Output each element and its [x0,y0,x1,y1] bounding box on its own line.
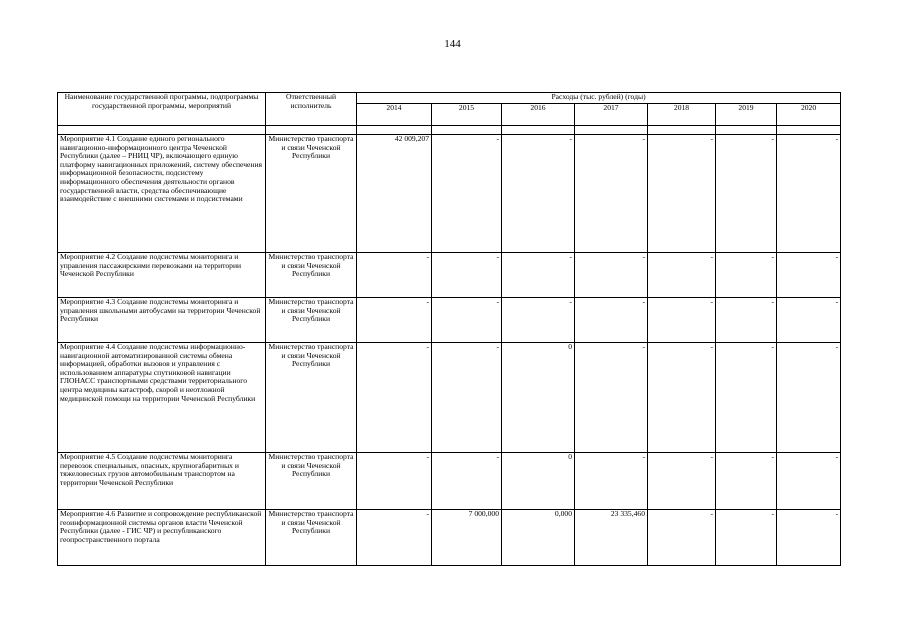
expense-value: 7 000,000 [432,510,502,566]
expense-value: - [648,135,716,253]
expense-value: - [648,453,716,510]
column-number [357,126,432,135]
expense-value: - [575,253,648,298]
responsible-executor: Министерство транспорта и связи Чеченской Республики [266,510,357,566]
responsible-executor: Министерство транспорта и связи Чеченской Республики [266,135,357,253]
expense-value: 0,000 [502,510,575,566]
expense-value: 42 009,207 [357,135,432,253]
expense-value: - [777,510,841,566]
table-row [58,453,841,510]
expense-value: - [648,510,716,566]
expense-value: - [716,453,777,510]
column-number [648,126,716,135]
activity-name: Мероприятие 4.6 Развитие и сопровождение республиканской геоинформационной системы органов власти Чеченской Республики (далее - ГИС ЧР) и республиканского геопространственного портала [58,510,266,566]
expense-value: - [357,453,432,510]
header-year: 2018 [648,104,716,126]
column-number [716,126,777,135]
header-year: 2017 [575,104,648,126]
expense-value: - [502,298,575,343]
expense-value: 0 [502,343,575,453]
header-year: 2014 [357,104,432,126]
responsible-executor: Министерство транспорта и связи Чеченской Республики [266,453,357,510]
expense-value: - [716,343,777,453]
column-number [777,126,841,135]
expense-value: - [648,343,716,453]
expense-value: - [432,135,502,253]
column-number [58,126,266,135]
table-row [58,253,841,298]
column-number [266,126,357,135]
expense-value: - [777,253,841,298]
header-expenses: Расходы (тыс. рублей) (годы) [357,93,841,104]
header-year: 2020 [777,104,841,126]
expense-value: - [432,453,502,510]
expense-value: - [432,298,502,343]
expense-value: - [357,510,432,566]
expense-value: - [716,510,777,566]
expense-value: - [432,253,502,298]
expense-value: - [648,298,716,343]
expense-value: - [575,298,648,343]
expense-value: - [777,298,841,343]
table-body [58,135,841,566]
page-number: 144 [444,38,461,50]
column-number [502,126,575,135]
expense-value: - [502,253,575,298]
column-number-row [58,126,841,135]
responsible-executor: Министерство транспорта и связи Чеченской Республики [266,253,357,298]
column-number [575,126,648,135]
responsible-executor: Министерство транспорта и связи Чеченской Республики [266,343,357,453]
expense-value: - [777,453,841,510]
table-row [58,135,841,253]
expense-value: - [716,135,777,253]
expense-value: - [716,298,777,343]
expense-value: - [575,135,648,253]
table-row [58,298,841,343]
header-year: 2016 [502,104,575,126]
column-number [432,126,502,135]
responsible-executor: Министерство транспорта и связи Чеченской Республики [266,298,357,343]
activity-name: Мероприятие 4.2 Создание подсистемы мониторинга и управления пассажирскими перевозками на территории Чеченской Республики [58,253,266,298]
activity-name: Мероприятие 4.5 Создание подсистемы мониторинга перевозок специальных, опасных, крупногабаритных и тяжеловесных грузов автомобильным транспортом на территории Чеченской Республики [58,453,266,510]
activity-name: Мероприятие 4.3 Создание подсистемы мониторинга и управления школьными автобусами на территории Чеченской Республики [58,298,266,343]
budget-table [57,92,841,566]
header-year: 2015 [432,104,502,126]
expense-value: - [357,298,432,343]
expense-value: - [648,253,716,298]
activity-name: Мероприятие 4.4 Создание подсистемы информационно-навигационной автоматизированной системы обмена информацией, обработки вызовов и управления с использованием аппаратуры спутниковой навигации ГЛОНАСС транспортными средствами территориального центра медицины катастроф, скорой и неотложной медицинской помощи на территории Чеченской Республики [58,343,266,453]
expense-value: - [777,135,841,253]
expense-value: 0 [502,453,575,510]
expense-value: - [575,343,648,453]
table-row [58,343,841,453]
expense-value: - [432,343,502,453]
header-year: 2019 [716,104,777,126]
header-name: Наименование государственной программы, подпрограммы государственной программы, мероприятий [58,93,266,126]
activity-name: Мероприятие 4.1 Создание единого регионального навигационно-информационного центра Чеченской Республики (далее – РНИЦ ЧР), включающего единую платформу навигационных приложений, систему обеспечения информационной безопасности, подсистему информационного обеспечения деятельности органов государственной власти, средства обеспечивающие взаимодействие с внешними системами и подсистемами [58,135,266,253]
expense-value: - [716,253,777,298]
expense-value: - [575,453,648,510]
expense-value: - [357,343,432,453]
expense-value: - [777,343,841,453]
header-executor: Ответственный исполнитель [266,93,357,126]
expense-value: - [502,135,575,253]
expense-value: - [357,253,432,298]
expense-value: 23 335,460 [575,510,648,566]
table-row [58,510,841,566]
